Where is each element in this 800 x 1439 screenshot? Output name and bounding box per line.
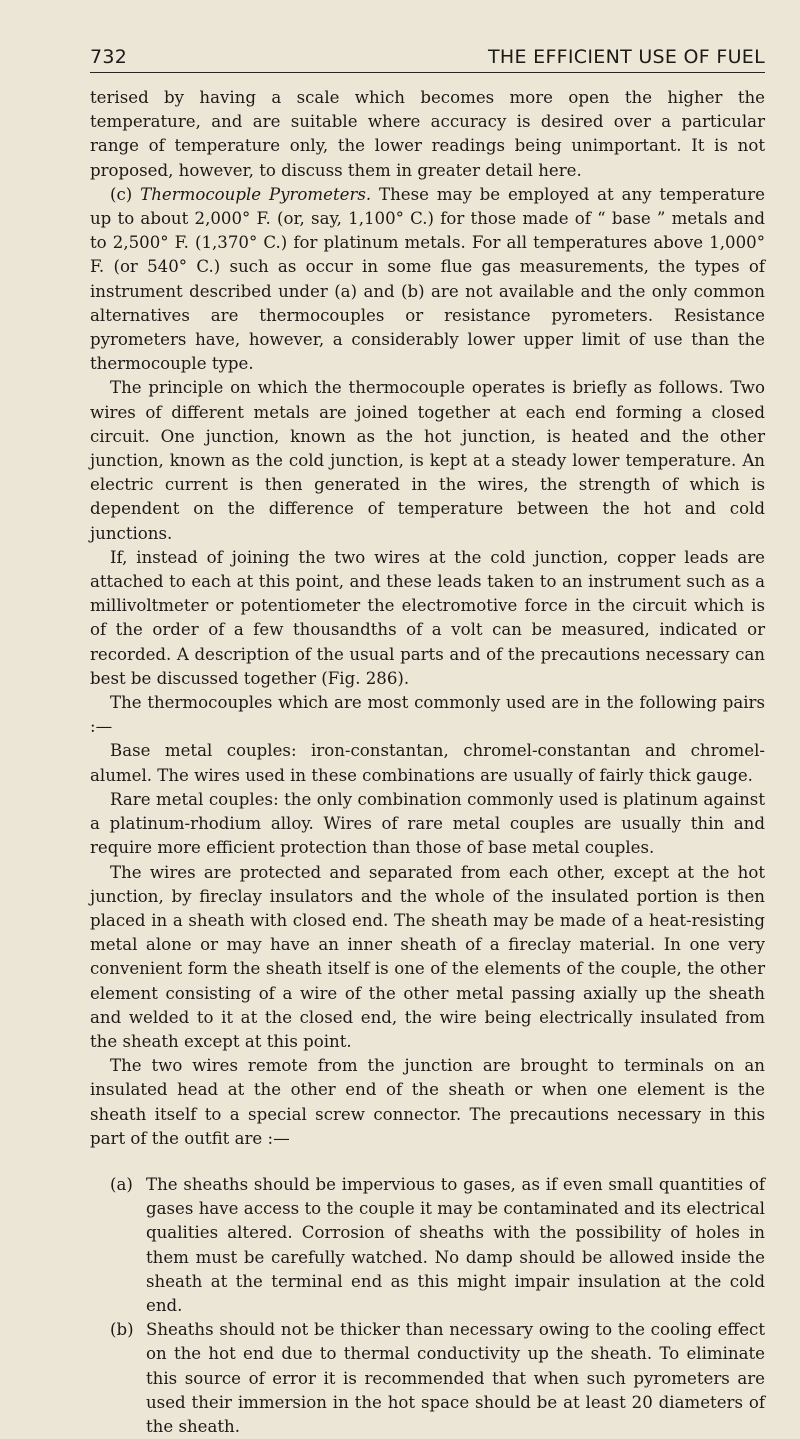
list-item-text: Sheaths should not be thicker than necessary owing to the cooling effect on the hot end due to thermal conductivity up the sheath. To eliminate this source of error it is recommended that when such pyrometers are used their immersion in the hot space should be at least 20 diameters of the sheath.: [146, 1320, 765, 1436]
paragraph: The thermocouples which are most commonly used are in the following pairs :—: [90, 693, 765, 737]
paragraph: Base metal couples: iron-constantan, chromel-constantan and chromel-alumel. The wires used in these combinations are usually of fairly thick gauge.: [90, 741, 765, 785]
header-rule: [90, 72, 765, 73]
page-header: [90, 46, 765, 68]
paragraph-section-c: [90, 183, 765, 377]
list-item-text: The sheaths should be impervious to gases, as if even small quantities of gases have access to the couple it may be contaminated and its electrical qualities altered. Corrosion of sheaths with the possibility of holes in them must be carefully watched. No damp should be allowed inside the sheath at the terminal end as this might impair insulation at the cold end.: [146, 1174, 765, 1315]
list-item: [90, 1173, 765, 1318]
paragraph: The principle on which the thermocouple operates is briefly as follows. Two wires of different metals are joined together at each end forming a closed circuit. One junction, known as the hot junction, is heated and the other junction, known as the cold junction, is kept at a steady lower temperature. An electric current is then generated in the wires, the strength of which is dependent on the difference of temperature between the hot and cold junctions.: [90, 378, 765, 543]
section-heading: Thermocouple Pyrometers.: [140, 184, 372, 204]
paragraph: terised by having a scale which becomes more open the higher the temperature, and are suitable where accuracy is desired over a particular range of temperature only, the lower readings being unimportant. It is not proposed, however, to discuss them in greater detail here.: [90, 88, 765, 180]
paragraph: The two wires remote from the junction are brought to terminals on an insulated head at the other end of the sheath or when one element is the sheath itself to a special screw connector. The precautions necessary in this part of the outfit are :—: [90, 1056, 765, 1148]
precautions-list: [90, 1173, 765, 1439]
running-title: THE EFFICIENT USE OF FUEL: [488, 46, 765, 68]
page-number: 732: [90, 46, 128, 68]
list-marker: (b): [110, 1320, 134, 1340]
paragraph: Rare metal couples: the only combination commonly used is platinum against a platinum-rhodium alloy. Wires of rare metal couples are usually thin and require more efficient protection than those of base metal couples.: [90, 789, 765, 858]
paragraph: The wires are protected and separated from each other, except at the hot junction, by fireclay insulators and the whole of the insulated portion is then placed in a sheath with closed end. The sheath may be made of a heat-resisting metal alone or may have an inner sheath of a fireclay material. In one very convenient form the sheath itself is one of the elements of the couple, the other element consisting of a wire of the other metal passing axially up the sheath and welded to it at the closed end, the wire being electrically insulated from the sheath except at this point.: [90, 862, 765, 1051]
body-text: [90, 86, 765, 1439]
section-label: (c): [110, 184, 133, 204]
list-marker: (a): [110, 1174, 133, 1194]
paragraph: If, instead of joining the two wires at the cold junction, copper leads are attached to each at this point, and these leads taken to an instrument such as a millivoltmeter or potentiometer the electromotive force in the circuit which is of the order of a few thousandths of a volt can be measured, indicated or recorded. A description of the usual parts and of the precautions necessary can best be discussed together (Fig. 286).: [90, 547, 765, 688]
list-item: [90, 1318, 765, 1439]
paragraph-text: These may be employed at any temperature up to about 2,000° F. (or, say, 1,100° C.) for those made of “ base ” metals and to 2,500° F. (1,370° C.) for platinum metals. For all temperatures above 1,000° F. (or 540° C.) such as occur in some flue gas measurements, the types of instrument described under (a) and (b) are not available and the only common alternatives are thermocouples or resistance pyrometers. Resistance pyrometers have, however, a considerably lower upper limit of use than the thermocouple type.: [90, 184, 765, 374]
